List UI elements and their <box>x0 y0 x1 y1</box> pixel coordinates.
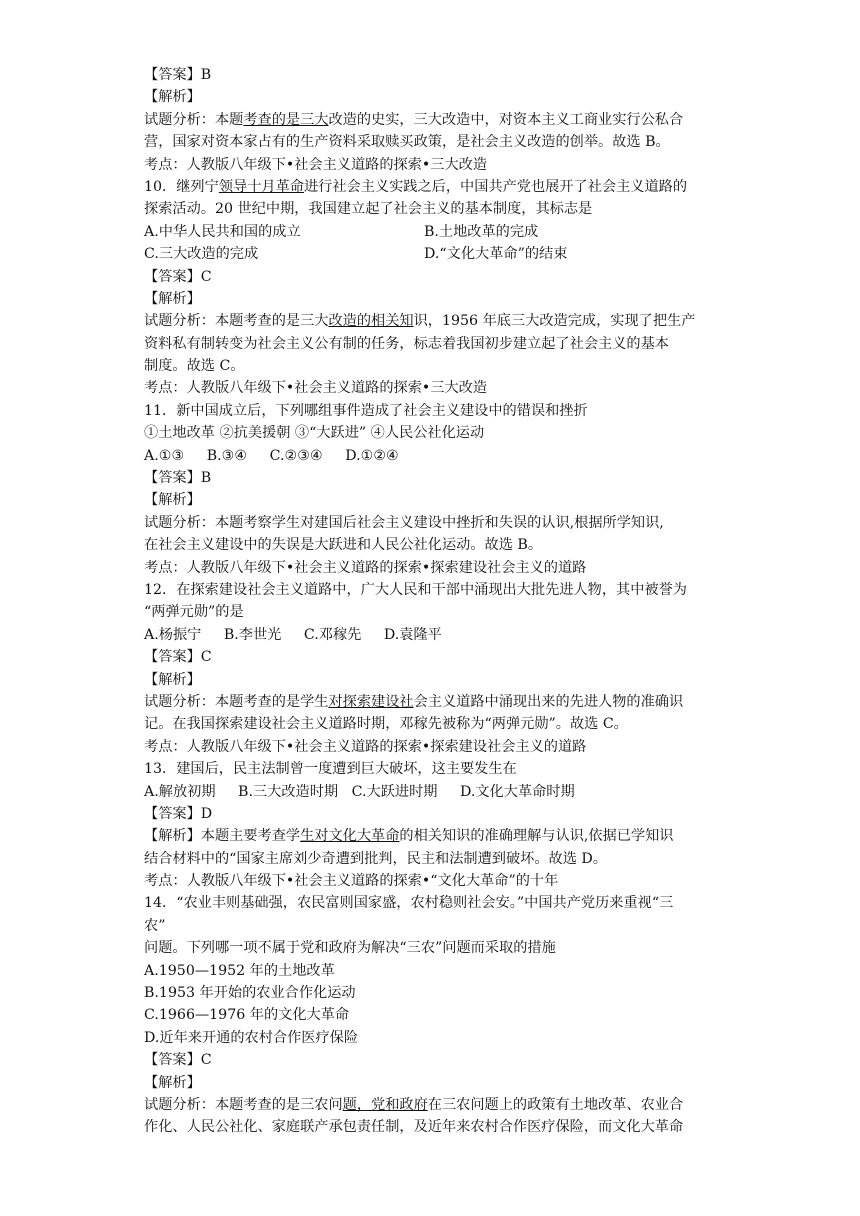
answer-line: 【答案】C <box>144 649 212 666</box>
analysis-text: 资料私有制转变为社会主义公有制的任务，标志着我国初步建立起了社会主义的基本 <box>144 335 669 352</box>
analysis-heading: 【解析】 <box>144 89 201 106</box>
question-text: 问题。下列哪一项不属于党和政府为解决“三农”问题而采取的措施 <box>144 940 556 957</box>
analysis-text: 在社会主义建设中的失误是大跃进和人民公社化运动。故选 B。 <box>144 537 543 554</box>
analysis-text: 试题分析：本题考查的是三大改造的史实，三大改造中，对资本主义工商业实行公私合 <box>144 111 684 128</box>
question-text: 农” <box>144 917 166 934</box>
option-c: C.三大改造的完成 <box>144 246 259 263</box>
answer-line: 【答案】C <box>144 268 212 285</box>
analysis-text: 结合材料中的“国家主席刘少奇遭到批判，民主和法制遭到破坏。故选 D。 <box>144 850 607 867</box>
option-a: A.1950—1952 年的土地改革 <box>144 962 335 979</box>
question-10: 10．继列宁领导十月革命进行社会主义实践之后，中国共产党也展开了社会主义道路的 <box>144 178 688 195</box>
analysis-text: 试题分析：本题考查的是三农问题，党和政府在三农问题上的政策有土地改革、农业合 <box>144 1096 684 1113</box>
analysis-text: 作化、人民公社化、家庭联产承包责任制，及近年来农村合作医疗保险，而文化大革命 <box>144 1119 684 1136</box>
knowledge-point: 考点：人教版八年级下•社会主义道路的探索•“文化大革命”的十年 <box>144 873 559 890</box>
analysis-text: 试题分析：本题考察学生对建国后社会主义建设中挫折和失误的认识,根据所学知识, <box>144 514 664 531</box>
question-11: 11．新中国成立后，下列哪组事件造成了社会主义建设中的错误和挫折 <box>144 402 588 419</box>
option-b: B.1953 年开始的农业合作化运动 <box>144 985 356 1002</box>
question-text: 探索活动。20 世纪中期，我国建立起了社会主义的基本制度，其标志是 <box>144 201 593 218</box>
analysis-text: 记。在我国探索建设社会主义道路时期，邓稼先被称为“两弹元勋”。故选 C。 <box>144 716 628 733</box>
analysis-text: 营，国家对资本家占有的生产资料采取赎买政策，是社会主义改造的创举。故选 B。 <box>144 134 670 151</box>
option-d: D.“文化大革命”的结束 <box>424 246 568 263</box>
option-c: C.1966—1976 年的文化大革命 <box>144 1007 350 1024</box>
question-12: 12．在探索建设社会主义道路中，广大人民和干部中涌现出大批先进人物，其中被誉为 <box>144 581 687 598</box>
options-row <box>144 243 724 265</box>
document-body <box>144 64 724 1139</box>
options-row: A.解放初期 B.三大改造时期 C.大跃进时期 D.文化大革命时期 <box>144 783 575 800</box>
analysis-text: 试题分析：本题考查的是三大改造的相关知识，1956 年底三大改造完成，实现了把生产 <box>144 313 696 330</box>
option-d: D.近年来开通的农村合作医疗保险 <box>144 1029 359 1046</box>
analysis-text: 【解析】本题主要考查学生对文化大革命的相关知识的准确理解与认识,依据已学知识 <box>144 828 674 845</box>
analysis-heading: 【解析】 <box>144 290 201 307</box>
question-14: 14．“农业丰则基础强，农民富则国家盛，农村稳则社会安。”中国共产党历来重视“三 <box>144 895 674 912</box>
knowledge-point: 考点：人教版八年级下•社会主义道路的探索•探索建设社会主义的道路 <box>144 559 587 576</box>
analysis-text: 制度。故选 C。 <box>144 358 245 375</box>
option-b: B.土地改革的完成 <box>424 223 539 240</box>
knowledge-point: 考点：人教版八年级下•社会主义道路的探索•探索建设社会主义的道路 <box>144 738 587 755</box>
analysis-heading: 【解析】 <box>144 671 201 688</box>
answer-line: 【答案】B <box>144 470 212 487</box>
answer-line: 【答案】D <box>144 805 213 822</box>
answer-line: 【答案】B <box>144 67 212 83</box>
question-items: ①土地改革 ②抗美援朝 ③“大跃进” ④人民公社化运动 <box>144 425 485 442</box>
knowledge-point: 考点：人教版八年级下•社会主义道路的探索•三大改造 <box>144 380 488 397</box>
option-a: A.中华人民共和国的成立 <box>144 223 301 240</box>
analysis-heading: 【解析】 <box>144 492 201 509</box>
analysis-text: 试题分析：本题考查的是学生对探索建设社会主义道路中涌现出来的先进人物的准确识 <box>144 693 684 710</box>
options-row: A.①③ B.③④ C.②③④ D.①②④ <box>144 447 399 464</box>
question-text: “两弹元勋”的是 <box>144 604 244 621</box>
knowledge-point: 考点：人教版八年级下•社会主义道路的探索•三大改造 <box>144 156 488 173</box>
answer-line: 【答案】C <box>144 1052 212 1069</box>
analysis-heading: 【解析】 <box>144 1074 201 1091</box>
options-row <box>144 221 724 243</box>
question-13: 13．建国后，民主法制曾一度遭到巨大破坏，这主要发生在 <box>144 761 517 778</box>
options-row: A.杨振宁 B.李世光 C.邓稼先 D.袁隆平 <box>144 626 442 643</box>
